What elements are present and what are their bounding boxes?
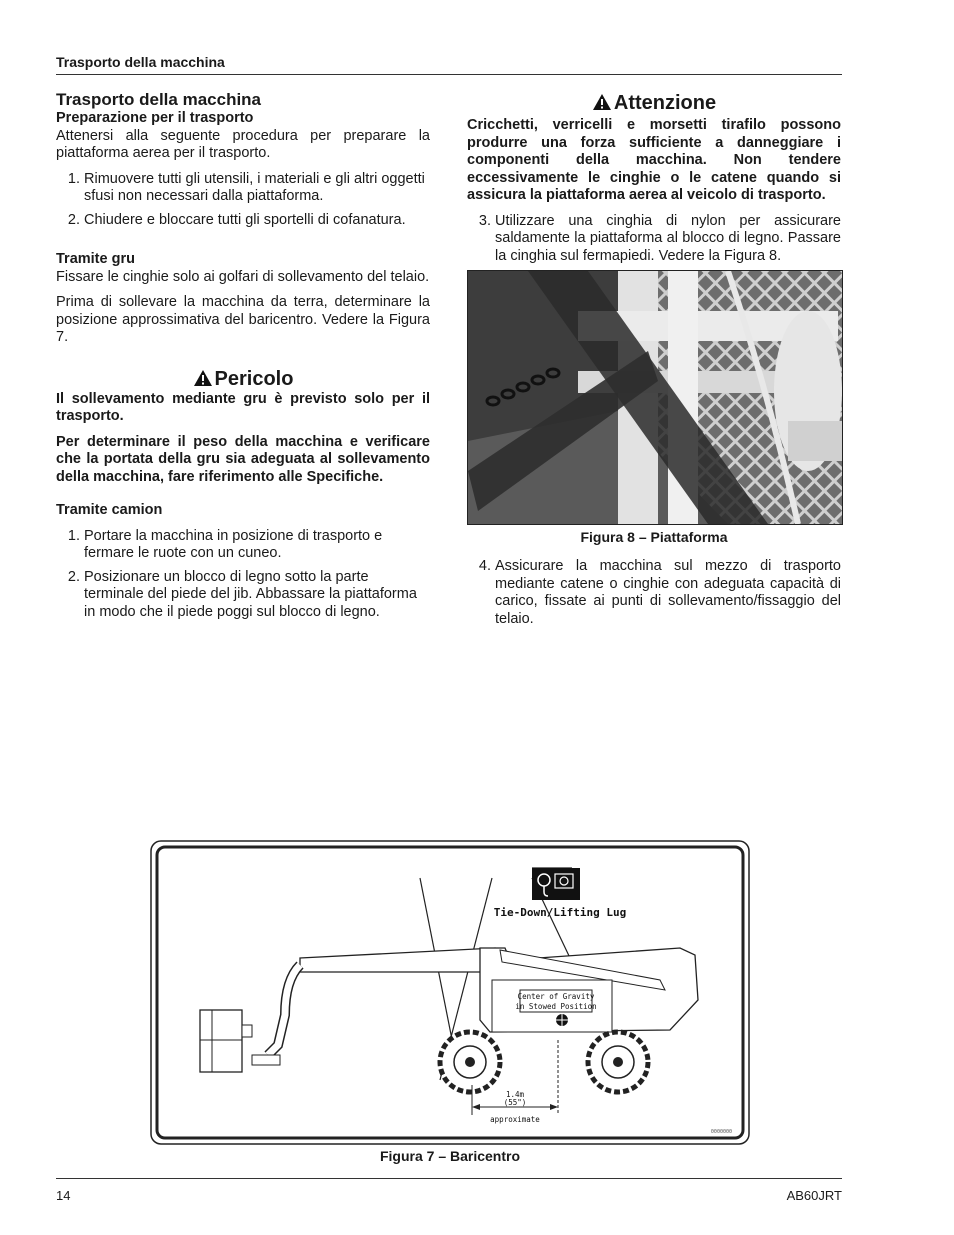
truck-title: Tramite camion — [56, 502, 163, 518]
list-item: 3. Utilizzare una cinghia di nylon per assicurare saldamente la piattaforma al blocco di legno. Passare la cinghia sul fermapiedi. Vedere la Figura 8. — [495, 213, 841, 266]
danger-heading — [56, 367, 430, 391]
warning-heading — [467, 91, 841, 115]
right-column-lower — [467, 558, 841, 636]
figure-8-caption: Figura 8 – Piattaforma — [580, 529, 728, 545]
danger-title: Pericolo — [214, 367, 294, 390]
list-item: 2. Posizionare un blocco di legno sotto la parte terminale del piede del jib. Abbassare la piattaforma in modo che il piede poggi sul blocco di legno. — [84, 569, 430, 622]
wheel-rear — [588, 1032, 648, 1092]
page-number: 14 — [56, 1188, 71, 1203]
list-item: 4. Assicurare la macchina sul mezzo di trasporto mediante catene o cinghie con adeguata capacità di carico, fissate ai punti di sollevamento/fissaggio del telaio. — [495, 558, 841, 628]
wheel-front — [440, 1032, 500, 1092]
warning-text: Cricchetti, verricelli e morsetti tirafilo possono produrre una forza sufficiente a danneggiare i componenti della macchina. Non tendere eccessivamente le cinghie o le catene quando si assicura la piattaforma aerea al veicolo di trasporto. — [467, 117, 841, 203]
list-item: 1. Rimuovere tutti gli utensili, i materiali e gli altri oggetti sfusi non necessari dalla piattaforma. — [84, 171, 430, 206]
step-3-list — [467, 213, 841, 266]
danger-paragraph-2: Per determinare il peso della macchina e verificare che la portata della gru sia adeguata al sollevamento della macchina, fare riferimento alle Specifiche. — [56, 433, 430, 485]
platform-photo-illustration — [468, 271, 842, 524]
cog-label-line-1: Center of Gravity — [517, 992, 595, 1001]
dimension-metric: 1.4m — [505, 1090, 525, 1099]
dimension-imperial: (55") — [503, 1098, 527, 1107]
lug-label: Tie-Down/Lifting Lug — [493, 906, 627, 919]
crane-paragraph-1: Fissare le cinghie solo ai golfari di sollevamento del telaio. — [56, 268, 430, 285]
center-of-gravity-diagram — [150, 840, 750, 1145]
figure-code: 0000000 — [710, 1129, 732, 1135]
model-code: AB60JRT — [786, 1188, 842, 1203]
prep-title: Preparazione per il trasporto — [56, 110, 254, 126]
warning-title: Attenzione — [613, 92, 717, 114]
crane-title: Tramite gru — [56, 251, 135, 267]
warning-triangle-icon — [592, 93, 612, 111]
warning-triangle-icon — [193, 369, 213, 387]
prep-steps — [56, 171, 430, 230]
figure-7-diagram — [150, 840, 750, 1145]
danger-paragraph-1: Il sollevamento mediante gru è previsto solo per il trasporto. — [56, 390, 430, 424]
dimension-approx: approximate — [490, 1115, 540, 1124]
footer-rule — [56, 1178, 842, 1179]
figure-7-caption: Figura 7 – Baricentro — [379, 1148, 521, 1164]
list-item: 1. Portare la macchina in posizione di trasporto e fermare le ruote con un cuneo. — [84, 528, 430, 563]
prep-intro: Attenersi alla seguente procedura per preparare la piattaforma aerea per il trasporto. — [56, 127, 430, 161]
cog-label-line-2: in Stowed Position — [515, 1002, 597, 1011]
truck-steps — [56, 528, 430, 622]
step-4-list — [467, 558, 841, 628]
list-item: 2. Chiudere e bloccare tutti gli sportelli di cofanatura. — [84, 212, 430, 230]
running-header: Trasporto della macchina — [56, 54, 225, 70]
section-title: Trasporto della macchina — [56, 90, 262, 109]
crane-paragraph-2: Prima di sollevare la macchina da terra, determinare la posizione approssimativa del baricentro. Vedere la Figura 7. — [56, 294, 430, 345]
figure-8-photo — [467, 270, 843, 525]
right-column — [467, 91, 841, 273]
header-rule — [56, 74, 842, 75]
left-column — [56, 90, 430, 629]
